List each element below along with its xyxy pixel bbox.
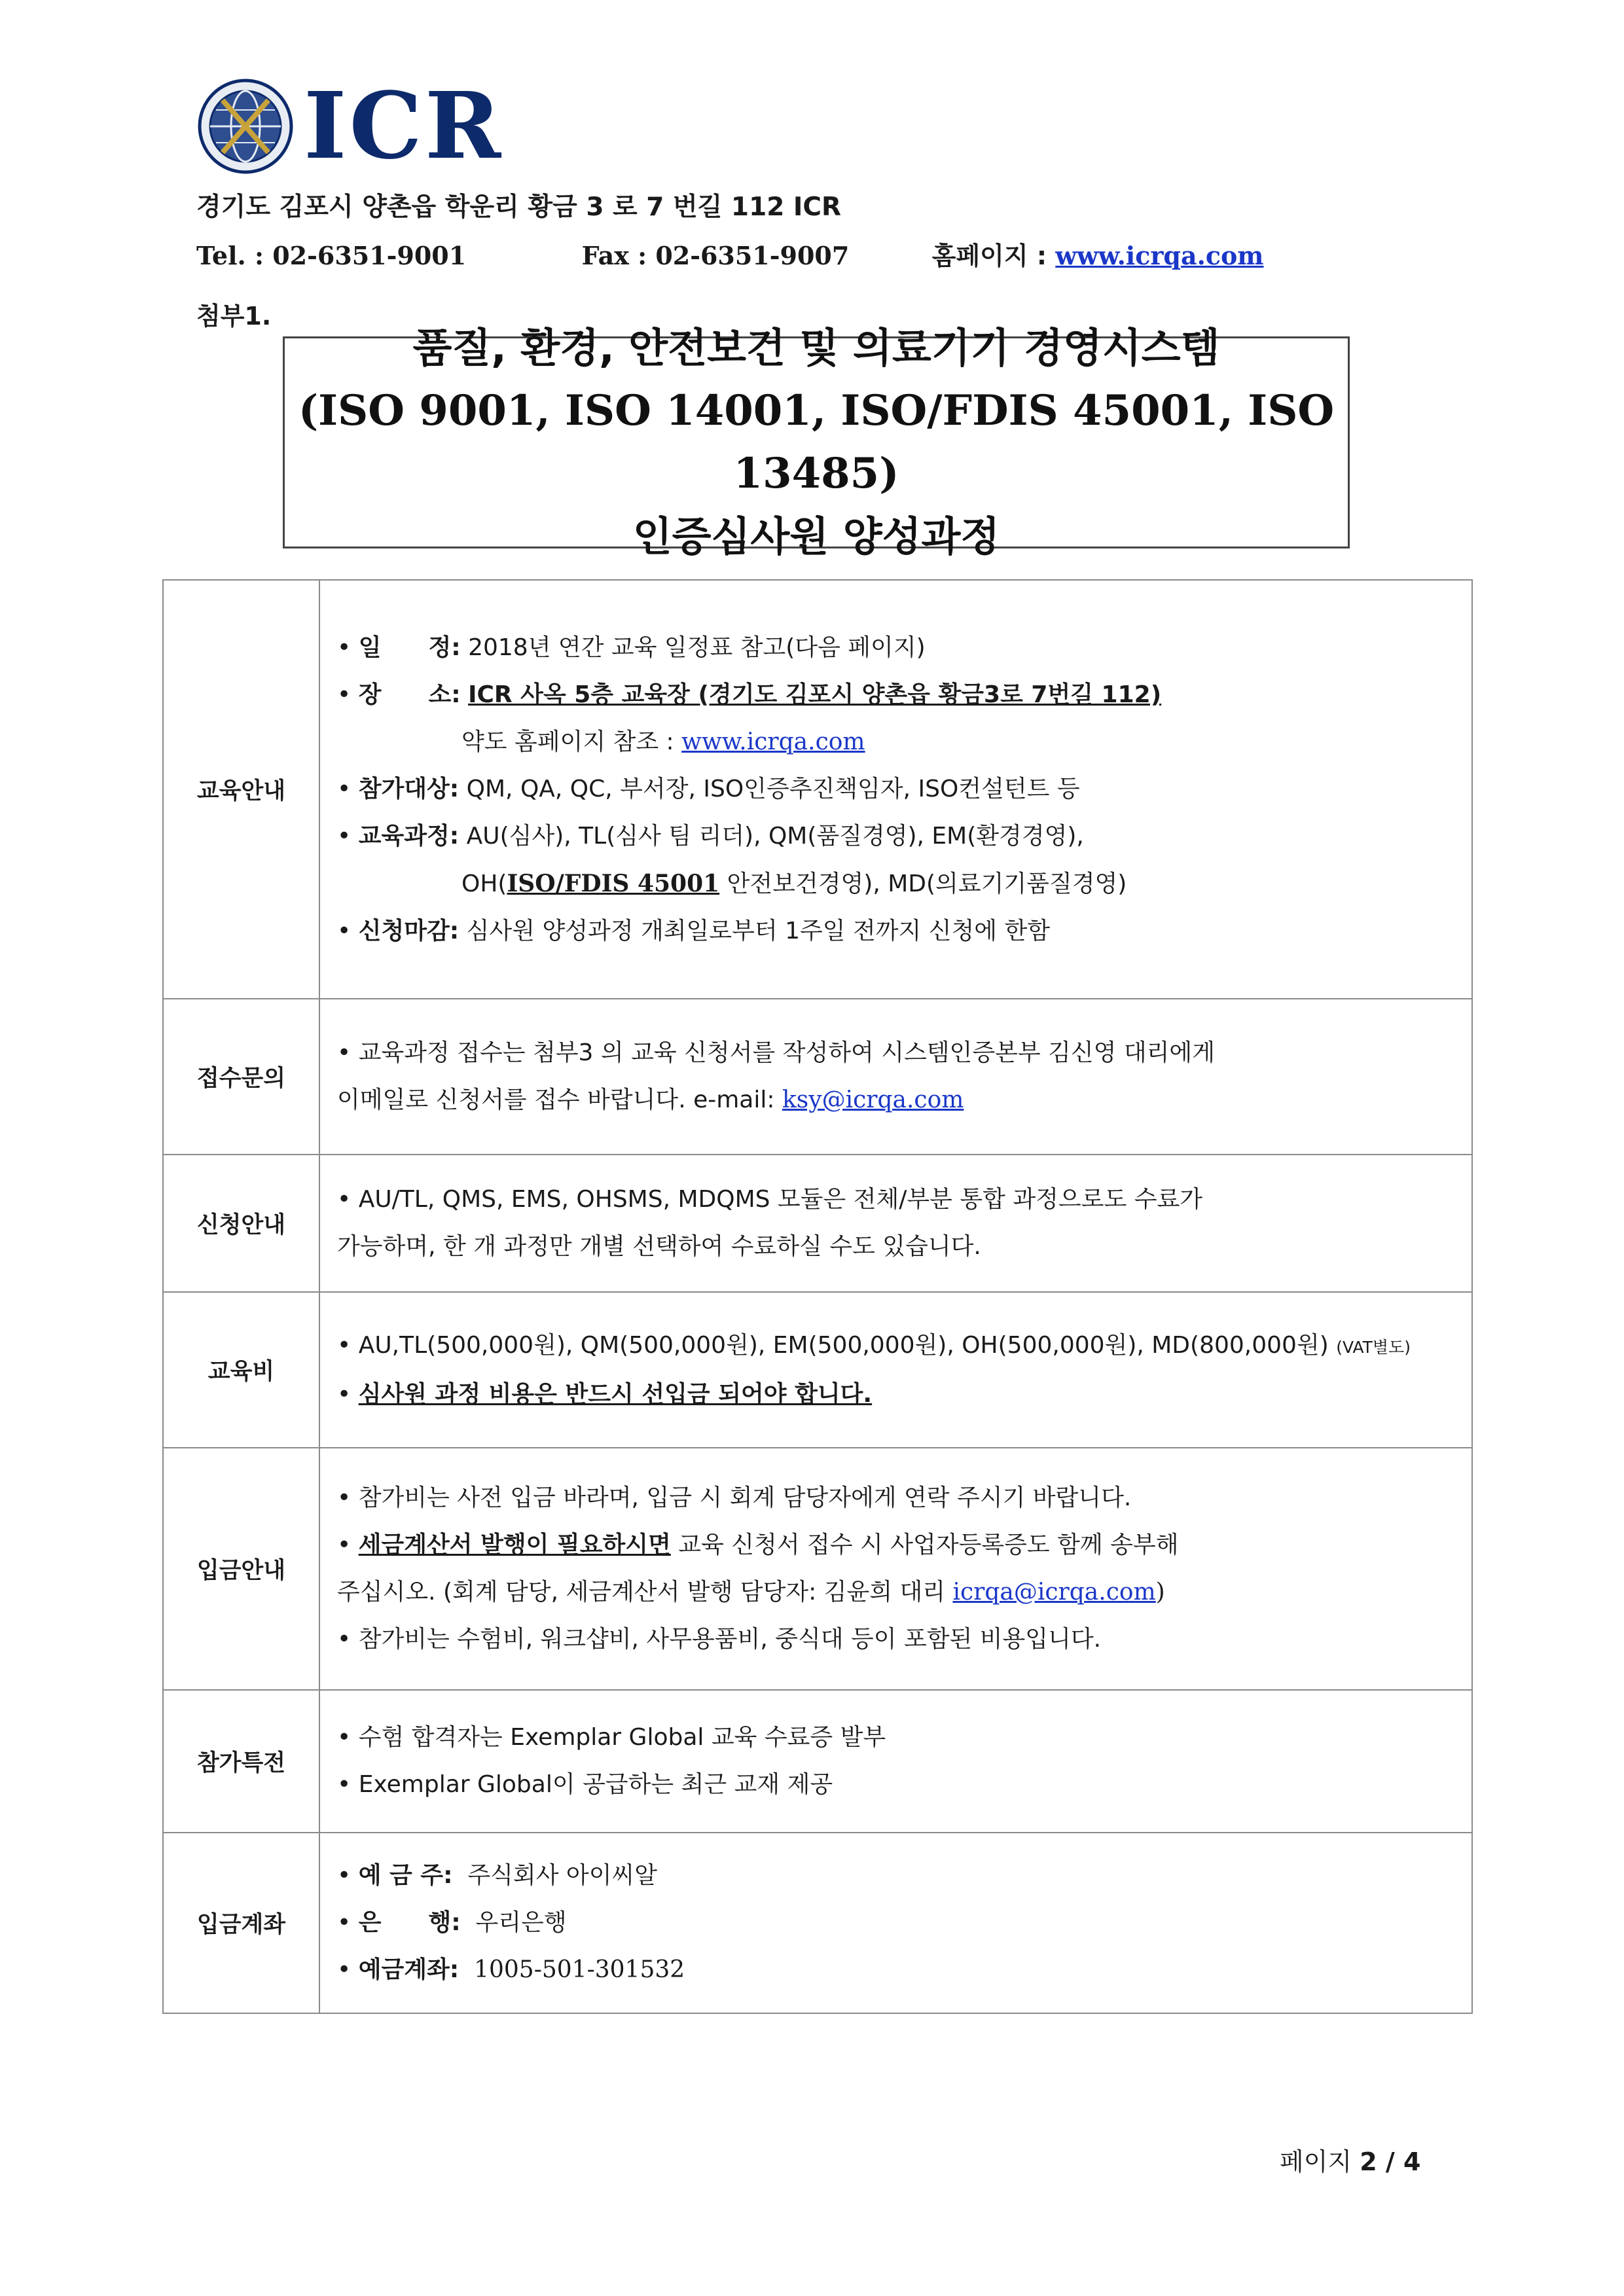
- label-guide: 교육안내: [163, 580, 319, 999]
- payment-line-2-bold: 세금계산서 발행이 필요하시면: [358, 1532, 671, 1558]
- table-row-fee: [163, 1292, 1472, 1448]
- label-benefit: 참가특전: [163, 1690, 319, 1833]
- homepage-link[interactable]: www.icrqa.com: [1055, 241, 1264, 270]
- holder-key: 예 금 주:: [358, 1862, 453, 1889]
- course-value-2c: 안전보건경영), MD(의료기기품질경영): [719, 870, 1127, 897]
- inquiry-line-2: 이메일로 신청서를 접수 바랍니다. e-mail:: [337, 1086, 775, 1113]
- target-value: QM, QA, QC, 부서장, ISO인증추진책임자, ISO컨설턴트 등: [466, 775, 1080, 802]
- course-info-table: [162, 579, 1473, 2014]
- table-row-payment: [163, 1448, 1472, 1690]
- deadline-key: 신청마감:: [358, 917, 460, 944]
- schedule-key: 일 정:: [358, 634, 461, 661]
- account-number-value: 1005-501-301532: [474, 1956, 685, 1983]
- label-payment: 입금안내: [163, 1448, 319, 1690]
- inquiry-line-1: 교육과정 접수는 첨부3 의 교육 신청서를 작성하여 시스템인증본부 김신영 대리에게: [358, 1039, 1215, 1066]
- payment-line-2-rest: 교육 신청서 접수 시 사업자등록증도 함께 송부해: [670, 1532, 1179, 1558]
- table-row-account: [163, 1833, 1472, 2013]
- place-key: 장 소:: [358, 681, 461, 708]
- benefit-line-1: 수험 합격자는 Exemplar Global 교육 수료증 발부: [358, 1724, 886, 1751]
- inquiry-email-link[interactable]: ksy@icrqa.com: [782, 1086, 964, 1113]
- course-value-1: AU(심사), TL(심사 팀 리더), QM(품질경영), EM(환경경영),: [466, 822, 1084, 850]
- label-inquiry: 접수문의: [163, 999, 319, 1155]
- schedule-value: 2018년 연간 교육 일정표 참고(다음 페이지): [468, 634, 926, 661]
- course-value-2a: OH(: [461, 870, 507, 897]
- page-number: 2 / 4: [1360, 2147, 1421, 2176]
- fee-line-1: AU,TL(500,000원), QM(500,000원), EM(500,000원), OH(500,000원), MD(800,000원): [358, 1331, 1329, 1359]
- logo-text: ICR: [304, 73, 504, 180]
- payment-line-4: 참가비는 수험비, 워크샵비, 사무용품비, 중식대 등이 포함된 비용입니다.: [358, 1626, 1102, 1653]
- globe-emblem-icon: [196, 77, 295, 175]
- company-logo: [196, 73, 504, 180]
- apply-line-1: AU/TL, QMS, EMS, OHSMS, MDQMS 모듈은 전체/부분 통합 과정으로도 수료가: [358, 1186, 1203, 1213]
- title-line-1: 품질, 환경, 안전보건 및 의료기기 경영시스템: [412, 324, 1220, 372]
- page-footer: [1280, 2142, 1420, 2178]
- homepage-label: 홈페이지 :: [931, 242, 1047, 270]
- label-apply: 신청안내: [163, 1155, 319, 1292]
- fax-number: Fax : 02-6351-9007: [581, 241, 850, 270]
- map-text: 약도 홈페이지 참조 :: [461, 728, 674, 755]
- label-account: 입금계좌: [163, 1833, 319, 2013]
- title-line-2: (ISO 9001, ISO 14001, ISO/FDIS 45001, ISO 13485): [298, 386, 1335, 498]
- bank-key: 은 행:: [358, 1909, 461, 1936]
- payment-email-link[interactable]: icrqa@icrqa.com: [952, 1579, 1156, 1605]
- target-key: 참가대상:: [358, 775, 460, 802]
- payment-line-3-end: ): [1155, 1579, 1165, 1605]
- bank-value: 우리은행: [475, 1909, 567, 1936]
- payment-line-1: 참가비는 사전 입금 바라며, 입금 시 회계 담당자에게 연락 주시기 바랍니다.: [358, 1484, 1132, 1511]
- course-value-2b: ISO/FDIS 45001: [507, 869, 720, 897]
- course-title-box: [283, 324, 1350, 560]
- content-inquiry: • 교육과정 접수는 첨부3 의 교육 신청서를 작성하여 시스템인증본부 김신영 대리에게 이메일로 신청서를 접수 바랍니다. e-mail: ksy@icrqa.com: [319, 999, 1472, 1155]
- page-label: 페이지: [1280, 2147, 1352, 2176]
- tel-number: Tel. : 02-6351-9001: [196, 241, 467, 270]
- course-key: 교육과정:: [358, 822, 460, 850]
- deadline-value: 심사원 양성과정 개최일로부터 1주일 전까지 신청에 한함: [466, 917, 1051, 944]
- holder-value: 주식회사 아이씨알: [467, 1862, 658, 1889]
- company-address: 경기도 김포시 양촌읍 학운리 황금 3 로 7 번길 112 ICR: [196, 192, 842, 222]
- vat-note: (VAT별도): [1336, 1337, 1411, 1357]
- contact-line: [196, 236, 1264, 272]
- attachment-label: 첨부1.: [196, 302, 272, 331]
- account-number-key: 예금계좌:: [358, 1956, 460, 1983]
- content-account: • 예 금 주: 주식회사 아이씨알 • 은 행: 우리은행 • 예금계좌: 1005-501-301532: [319, 1833, 1472, 2013]
- payment-line-3: 주십시오. (회계 담당, 세금계산서 발행 담당자: 김윤희 대리: [337, 1579, 946, 1605]
- label-fee: 교육비: [163, 1292, 319, 1448]
- map-link[interactable]: www.icrqa.com: [681, 728, 865, 755]
- place-value: ICR 사옥 5층 교육장 (경기도 김포시 양촌읍 황금3로 7번길 112): [468, 681, 1162, 708]
- title-line-3: 인증심사원 양성과정: [632, 512, 1000, 560]
- benefit-line-2: Exemplar Global이 공급하는 최근 교재 제공: [358, 1771, 833, 1798]
- content-apply: • AU/TL, QMS, EMS, OHSMS, MDQMS 모듈은 전체/부분 통합 과정으로도 수료가 가능하며, 한 개 과정만 개별 선택하여 수료하실 수도 있습니다.: [319, 1155, 1472, 1292]
- apply-line-2: 가능하며, 한 개 과정만 개별 선택하여 수료하실 수도 있습니다.: [337, 1233, 981, 1260]
- table-row-guide: [163, 580, 1472, 999]
- table-row-apply: [163, 1155, 1472, 1292]
- content-benefit: • 수험 합격자는 Exemplar Global 교육 수료증 발부 • Exemplar Global이 공급하는 최근 교재 제공: [319, 1690, 1472, 1833]
- table-row-benefit: [163, 1690, 1472, 1833]
- fee-line-2: 심사원 과정 비용은 반드시 선입금 되어야 합니다.: [358, 1380, 873, 1408]
- content-fee: • AU,TL(500,000원), QM(500,000원), EM(500,000원), OH(500,000원), MD(800,000원) (VAT별도) • 심사원 과정 비용은 반드시 선입금 되어야 합니다.: [319, 1292, 1472, 1448]
- content-payment: • 참가비는 사전 입금 바라며, 입금 시 회계 담당자에게 연락 주시기 바랍니다. • 세금계산서 발행이 필요하시면 교육 신청서 접수 시 사업자등록증도 함께 송부해 주십시오. (회계 담당, 세금계산서 발행 담당자: 김윤희 대리 icrqa@icrqa.com) • 참가비는 수험비, 워크샵비, 사무용품비, 중식대 등이 포함된 비용입니다.: [319, 1448, 1472, 1690]
- table-row-inquiry: [163, 999, 1472, 1155]
- content-guide: • 일 정: 2018년 연간 교육 일정표 참고(다음 페이지) • 장 소: ICR 사옥 5층 교육장 (경기도 김포시 양촌읍 황금3로 7번길 112) 약도 홈페이지 참조 : www.icrqa.com • 참가대상: QM, QA, QC, 부서장, ISO인증추진책임자, ISO컨설턴트 등 • 교육과정: AU(심사), TL(심사 팀 리더), QM(품질경영), EM(환경경영), OH(ISO/FDIS 45001 안전보건경영), MD(의료기기품질경영) • 신청마감: 심사원 양성과정 개최일로부터 1주일 전까지 신청에 한함: [319, 580, 1472, 999]
